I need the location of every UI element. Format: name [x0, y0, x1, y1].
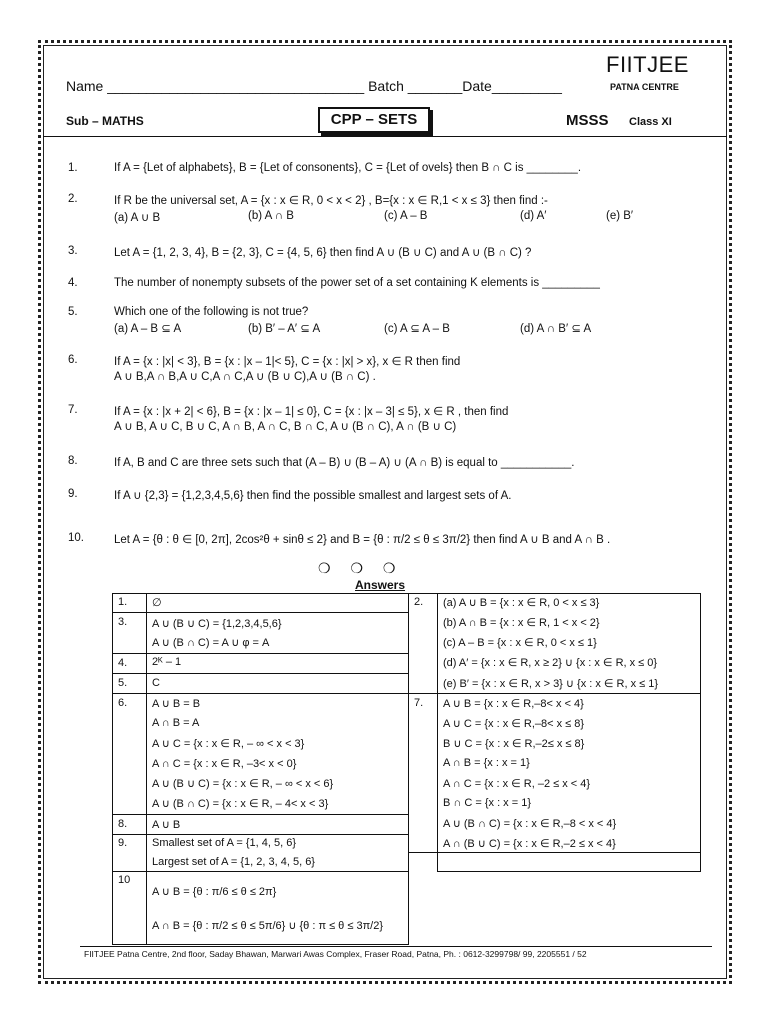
answer-text: A ∪ C = {x : x ∈ R,–8< x ≤ 8}: [443, 718, 585, 730]
answers-title: Answers: [355, 578, 406, 592]
answer-number: 1.: [118, 596, 128, 608]
answer-text: A ∩ B = A: [152, 717, 200, 729]
answer-text: A ∪ (B ∪ C) = {x : x ∈ R, – ∞ < x < 6}: [152, 778, 334, 790]
answer-text: 2ᴷ – 1: [152, 656, 182, 668]
answer-text: A ∩ B = {θ : π/2 ≤ θ ≤ 5π/6} ∪ {θ : π ≤ θ ≤ 3π/2}: [152, 920, 383, 932]
answer-text: A ∪ (B ∩ C) = {x : x ∈ R,–8 < x < 4}: [443, 818, 617, 830]
question-number: 9.: [68, 488, 78, 500]
header-rule: [43, 136, 727, 137]
course-label: MSSS: [566, 112, 609, 129]
answer-text: A ∩ B = {x : x = 1}: [443, 757, 530, 769]
question-text: If A = {Let of alphabets}, B = {Let of consonents}, C = {Let of ovels} then B ∩ C is ________.: [114, 162, 582, 174]
answer-number: 8.: [118, 818, 128, 830]
answer-text: A ∪ (B ∪ C) = {1,2,3,4,5,6}: [152, 618, 282, 630]
question-number: 6.: [68, 354, 78, 366]
question-number: 2.: [68, 193, 78, 205]
option-c: (c) A – B: [384, 210, 428, 222]
answer-text: A ∪ (B ∩ C) = {x : x ∈ R, – 4< x < 3}: [152, 798, 329, 810]
answer-text: (c) A – B = {x : x ∈ R, 0 < x ≤ 1}: [443, 637, 597, 649]
question-text: If A = {x : |x + 2| < 6}, B = {x : |x – 1| ≤ 0}, C = {x : |x – 3| ≤ 5}, x ∈ R , then find: [114, 406, 509, 418]
option-b: (b) B′ – A′ ⊆ A: [248, 323, 321, 335]
option-d: (d) A′: [520, 210, 547, 222]
answer-text: A ∪ C = {x : x ∈ R, – ∞ < x < 3}: [152, 738, 305, 750]
title-box: [318, 107, 430, 133]
answer-text: A ∩ (B ∪ C) = {x : x ∈ R,–2 ≤ x < 4}: [443, 838, 616, 850]
option-b: (b) A ∩ B: [248, 210, 294, 222]
table-cell: [408, 593, 438, 694]
question-text: A ∪ B,A ∩ B,A ∪ C,A ∩ C,A ∪ (B ∪ C),A ∪ (B ∩ C) .: [114, 371, 376, 383]
section-separator: ❍ ❍ ❍: [318, 560, 404, 576]
table-cell: [408, 693, 438, 853]
question-text: If A ∪ {2,3} = {1,2,3,4,5,6} then find the possible smallest and largest sets of A.: [114, 490, 512, 502]
answers-table: [112, 593, 701, 945]
answer-number: 7.: [414, 697, 424, 709]
question-text: Which one of the following is not true?: [114, 306, 309, 318]
answer-number: 2.: [414, 596, 424, 608]
question-text: A ∪ B, A ∪ C, B ∪ C, A ∩ B, A ∩ C, B ∩ C, A ∪ (B ∩ C), A ∩ (B ∪ C): [114, 421, 457, 433]
answer-text: A ∩ C = {x : x ∈ R, –3< x < 0}: [152, 758, 297, 770]
option-d: (d) A ∩ B′ ⊆ A: [520, 323, 592, 335]
table-cell: [146, 593, 409, 613]
table-cell: [146, 871, 409, 945]
answer-text: C: [152, 677, 160, 689]
question-number: 4.: [68, 277, 78, 289]
question-number: 5.: [68, 306, 78, 318]
answer-text: ∅: [152, 597, 162, 609]
answer-number: 4.: [118, 657, 128, 669]
class-label: Class XI: [629, 116, 672, 128]
answer-text: A ∩ C = {x : x ∈ R, –2 ≤ x < 4}: [443, 778, 591, 790]
answer-number: 10: [118, 874, 131, 886]
answer-text: A ∪ B: [152, 819, 181, 831]
question-text: The number of nonempty subsets of the power set of a set containing K elements is _________: [114, 277, 600, 289]
brand-logo-text: FIITJEE: [606, 52, 689, 77]
answer-text: B ∩ C = {x : x = 1}: [443, 797, 532, 809]
option-c: (c) A ⊆ A – B: [384, 323, 450, 335]
answer-text: A ∪ B = {x : x ∈ R,–8< x < 4}: [443, 698, 584, 710]
option-a: (a) A ∪ B: [114, 212, 161, 224]
answer-text: A ∪ B = {θ : π/6 ≤ θ ≤ 2π}: [152, 886, 277, 898]
answer-text: (b) A ∩ B = {x : x ∈ R, 1 < x < 2}: [443, 617, 600, 629]
answer-text: Largest set of A = {1, 2, 3, 4, 5, 6}: [152, 856, 315, 868]
answer-number: 3.: [118, 616, 128, 628]
question-text: Let A = {1, 2, 3, 4}, B = {2, 3}, C = {4, 5, 6} then find A ∪ (B ∪ C) and A ∪ (B ∩ C) ?: [114, 247, 532, 259]
question-number: 7.: [68, 404, 78, 416]
answer-text: A ∪ B = B: [152, 698, 201, 710]
answer-number: 5.: [118, 677, 128, 689]
option-a: (a) A – B ⊆ A: [114, 323, 182, 335]
answer-number: 9.: [118, 837, 128, 849]
answer-text: (d) A′ = {x : x ∈ R, x ≥ 2} ∪ {x : x ∈ R, x ≤ 0}: [443, 657, 658, 669]
answer-text: B ∪ C = {x : x ∈ R,–2≤ x ≤ 8}: [443, 738, 585, 750]
page-title: CPP – SETS: [330, 111, 418, 128]
table-cell: [112, 693, 147, 815]
footer-address: FIITJEE Patna Centre, 2nd floor, Saday Bhawan, Marwari Awas Complex, Fraser Road, Patna, Ph. : 0612-3299798/ 99, 2205551 / 52: [84, 949, 587, 959]
question-number: 10.: [68, 532, 84, 544]
table-cell: [146, 653, 409, 674]
question-text: If A = {x : |x| < 3}, B = {x : |x – 1|< 5}, C = {x : |x| > x}, x ∈ R then find: [114, 356, 461, 368]
question-text: If A, B and C are three sets such that (A – B) ∪ (B – A) ∪ (A ∩ B) is equal to ___________.: [114, 457, 575, 469]
subject-label: Sub – MATHS: [66, 114, 144, 128]
question-text: Let A = {θ : θ ∈ [0, 2π], 2cos²θ + sinθ ≤ 2} and B = {θ : π/2 ≤ θ ≤ 3π/2} then find A ∪ B and A ∩ B .: [114, 534, 611, 546]
question-number: 1.: [68, 162, 78, 174]
name-batch-date-line: Name _________________________________ Batch _______Date_________: [66, 78, 562, 94]
question-text: If R be the universal set, A = {x : x ∈ R, 0 < x < 2} , B={x : x ∈ R,1 < x ≤ 3} then find :-: [114, 195, 548, 207]
answer-text: A ∪ (B ∩ C) = A ∪ φ = A: [152, 637, 270, 649]
centre-name: PATNA CENTRE: [610, 82, 679, 92]
table-cell: [146, 814, 409, 835]
answer-text: (a) A ∪ B = {x : x ∈ R, 0 < x ≤ 3}: [443, 597, 600, 609]
answer-number: 6.: [118, 697, 128, 709]
question-number: 8.: [68, 455, 78, 467]
footer-rule: [80, 946, 712, 947]
question-number: 3.: [68, 245, 78, 257]
option-e: (e) B′: [606, 210, 634, 222]
answer-text: (e) B′ = {x : x ∈ R, x > 3} ∪ {x : x ∈ R, x ≤ 1}: [443, 678, 659, 690]
answer-text: Smallest set of A = {1, 4, 5, 6}: [152, 837, 297, 849]
table-cell: [437, 852, 701, 872]
table-cell: [146, 673, 409, 694]
